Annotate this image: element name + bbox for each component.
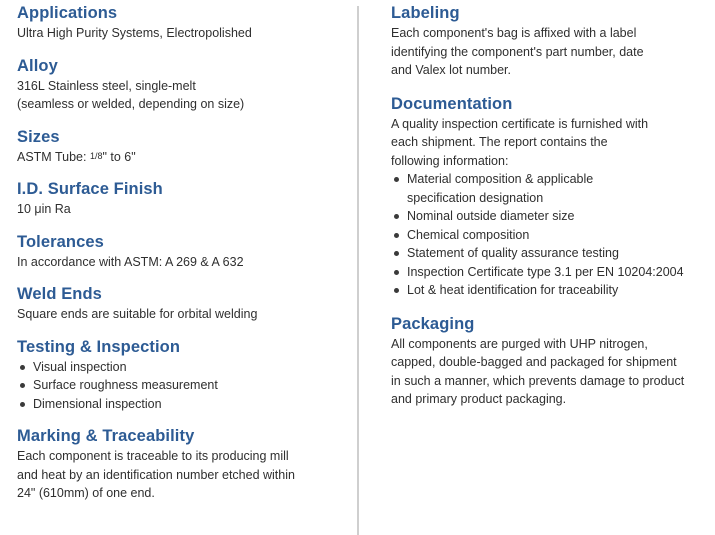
list-item-text: Dimensional inspection <box>33 396 162 411</box>
applications-text: Ultra High Purity Systems, Electropolished <box>17 26 252 40</box>
weld-ends-text: Square ends are suitable for orbital welding <box>17 307 258 321</box>
testing-section <box>17 337 337 414</box>
bullet-icon <box>394 177 399 182</box>
alloy-section <box>17 56 337 114</box>
weld-ends-heading: Weld Ends <box>17 285 102 303</box>
left-column <box>17 3 337 516</box>
testing-list <box>17 358 337 414</box>
sizes-heading: Sizes <box>17 127 60 146</box>
tolerances-text: In accordance with ASTM: A 269 & A 632 <box>17 254 244 269</box>
weld-ends-section <box>17 284 337 324</box>
labeling-line-1: Each component's bag is affixed with a label <box>391 26 637 40</box>
marking-line-1: Each component is traceable to its producing mill <box>17 449 289 463</box>
marking-line-3: 24" (610mm) of one end. <box>17 486 155 500</box>
bullet-icon <box>394 251 399 256</box>
marking-line-2: and heat by an identification number etched within <box>17 467 295 482</box>
list-item-text: Nominal outside diameter size <box>407 209 575 223</box>
sizes-fraction: 1/8 <box>89 150 103 161</box>
sizes-section <box>17 127 337 167</box>
documentation-text <box>391 115 713 171</box>
applications-heading: Applications <box>17 4 118 22</box>
alloy-text <box>17 77 337 114</box>
sizes-prefix: ASTM Tube: <box>17 149 90 164</box>
labeling-text <box>391 24 713 80</box>
marking-section <box>17 426 337 503</box>
marking-heading: Marking & Traceability <box>17 427 195 445</box>
sizes-suffix: " to 6" <box>102 149 136 164</box>
labeling-line-2: identifying the component's part number, date <box>391 44 644 59</box>
list-item-text: Statement of quality assurance testing <box>407 246 619 260</box>
packaging-line-4: and primary product packaging. <box>391 392 567 406</box>
packaging-line-1: All components are purged with UHP nitrogen, <box>391 336 648 351</box>
right-column <box>391 3 713 423</box>
packaging-line-3: in such a manner, which prevents damage to product <box>391 373 685 388</box>
bullet-icon <box>394 270 399 275</box>
testing-heading: Testing & Inspection <box>17 337 181 356</box>
applications-section <box>17 3 337 43</box>
documentation-heading: Documentation <box>391 94 513 113</box>
list-item <box>391 207 713 226</box>
finish-section <box>17 179 337 219</box>
list-item <box>391 226 713 245</box>
list-item-text: Inspection Certificate type 3.1 per EN 10204:2004 <box>407 264 684 279</box>
documentation-line-3: following information: <box>391 153 509 168</box>
alloy-line-2: (seamless or welded, depending on size) <box>17 97 245 111</box>
list-item-text: Surface roughness measurement <box>33 378 218 392</box>
labeling-section <box>391 3 713 80</box>
list-item <box>391 281 713 300</box>
list-item <box>17 395 337 414</box>
documentation-line-2: each shipment. The report contains the <box>391 135 608 149</box>
labeling-line-3: and Valex lot number. <box>391 63 511 77</box>
finish-text: 10 μin Ra <box>17 202 71 216</box>
alloy-heading: Alloy <box>17 56 58 75</box>
list-item <box>17 376 337 395</box>
bullet-icon <box>20 402 25 407</box>
bullet-icon <box>394 288 399 293</box>
alloy-line-1: 316L Stainless steel, single-melt <box>17 78 196 93</box>
packaging-line-2: capped, double-bagged and packaged for shipment <box>391 355 677 369</box>
tolerances-section <box>17 232 337 272</box>
finish-heading: I.D. Surface Finish <box>17 180 163 198</box>
bullet-icon <box>394 233 399 238</box>
list-item <box>391 244 713 263</box>
packaging-text <box>391 335 713 409</box>
list-item-text: Lot & heat identification for traceability <box>407 283 619 297</box>
list-item-text: Material composition & applicable <box>407 172 594 186</box>
list-item <box>17 358 337 377</box>
bullet-icon <box>394 214 399 219</box>
sizes-text <box>17 148 337 167</box>
documentation-list <box>391 170 713 300</box>
documentation-section <box>391 94 713 300</box>
list-item-text-continued: specification designation <box>407 190 544 205</box>
packaging-section <box>391 314 713 409</box>
bullet-icon <box>20 365 25 370</box>
bullet-icon <box>20 383 25 388</box>
packaging-heading: Packaging <box>391 314 475 333</box>
list-item <box>391 263 713 282</box>
list-item-text: Chemical composition <box>407 227 530 242</box>
list-item-text: Visual inspection <box>33 359 127 374</box>
tolerances-heading: Tolerances <box>17 232 104 251</box>
column-divider <box>357 6 359 535</box>
documentation-line-1: A quality inspection certificate is furnished with <box>391 116 649 131</box>
list-item <box>391 170 713 207</box>
marking-text <box>17 447 337 503</box>
labeling-heading: Labeling <box>391 4 460 22</box>
